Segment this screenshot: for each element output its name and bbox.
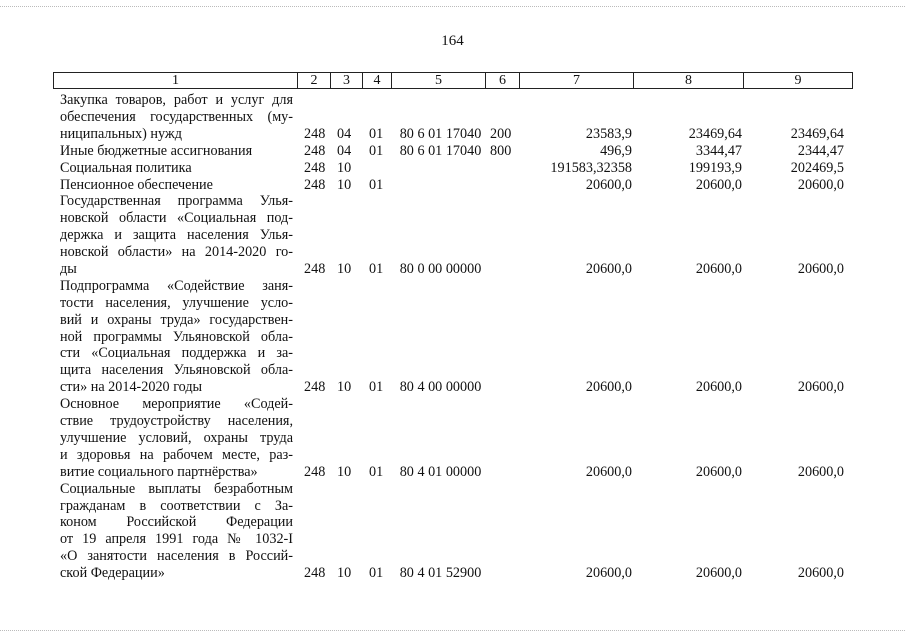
cell-amount-2: 20600,0	[695, 379, 742, 396]
cell-target-article: 80 4 01 00000	[399, 463, 482, 480]
cell-amount-2: 23469,64	[688, 125, 742, 142]
row-values	[0, 565, 905, 582]
description-line: Государственная программа Улья-	[60, 193, 293, 210]
header-col-6: 6	[486, 73, 520, 88]
description-line: Закупка товаров, работ и услуг для	[60, 92, 293, 108]
cell-target-article: 80 0 00 00000	[399, 260, 482, 277]
header-col-5: 5	[392, 73, 486, 88]
description-line: Социальные выплаты безработным	[60, 480, 293, 497]
description-line: обеспечения государственных (му-	[60, 108, 293, 125]
cell-subsection: 01	[369, 565, 384, 582]
cell-amount-1: 23583,9	[585, 125, 632, 142]
cell-amount-3: 202469,5	[790, 159, 844, 176]
cell-grbs: 248	[304, 379, 326, 396]
cell-grbs: 248	[304, 142, 326, 159]
cell-section: 10	[337, 565, 352, 582]
cell-subsection: 01	[369, 379, 384, 396]
description-line: витие социального партнёрства»	[60, 463, 258, 480]
cell-subsection: 01	[369, 142, 384, 159]
description-line: «О занятости населения в Россий-	[60, 548, 293, 565]
cell-amount-3: 20600,0	[797, 565, 844, 582]
description-line: новской области» на 2014-2020 го-	[60, 244, 293, 261]
description-line: сти «Социальная поддержка и за-	[60, 345, 293, 362]
cell-amount-3: 20600,0	[797, 379, 844, 396]
cell-section: 10	[337, 463, 352, 480]
cell-subsection: 01	[369, 463, 384, 480]
cell-amount-3: 2344,47	[797, 142, 844, 159]
row-values	[0, 143, 905, 160]
cell-section: 10	[337, 379, 352, 396]
cell-expense-type: 200	[490, 125, 512, 142]
description-line: ниципальных) нужд	[60, 125, 182, 142]
description-line: Иные бюджетные ассигнования	[60, 142, 253, 159]
cell-amount-1: 20600,0	[585, 565, 632, 582]
cell-amount-1: 496,9	[600, 142, 632, 159]
cell-grbs: 248	[304, 463, 326, 480]
scan-edge-bottom	[0, 630, 905, 632]
description-line: держка и защита населения Улья-	[60, 227, 293, 244]
row-values	[0, 379, 905, 396]
description-line: коном Российской Федерации	[60, 514, 293, 531]
description-line: новской области «Социальная под-	[60, 210, 293, 227]
description-line: и здоровья на рабочем месте, раз-	[60, 446, 293, 463]
description-line: ной программы Ульяновской обла-	[60, 328, 293, 345]
cell-section: 04	[337, 125, 352, 142]
description-line: улучшение условий, охраны труда	[60, 429, 293, 446]
cell-target-article: 80 6 01 17040	[399, 142, 482, 159]
cell-amount-3: 20600,0	[797, 463, 844, 480]
row-values	[0, 126, 905, 143]
cell-section: 04	[337, 142, 352, 159]
cell-amount-2: 3344,47	[695, 142, 742, 159]
header-col-7: 7	[520, 73, 634, 88]
cell-grbs: 248	[304, 125, 326, 142]
cell-amount-2: 20600,0	[695, 260, 742, 277]
cell-target-article: 80 4 01 52900	[399, 565, 482, 582]
description-line: Социальная политика	[60, 159, 192, 176]
description-line: вий и охраны труда» государствен-	[60, 311, 293, 328]
header-col-8: 8	[634, 73, 744, 88]
cell-subsection: 01	[369, 176, 384, 193]
header-col-1: 1	[54, 73, 298, 88]
cell-target-article: 80 4 00 00000	[399, 379, 482, 396]
description-line: ствие трудоустройству населения,	[60, 413, 293, 430]
description-line: Основное мероприятие «Содей-	[60, 396, 293, 413]
cell-target-article: 80 6 01 17040	[399, 125, 482, 142]
cell-subsection: 01	[369, 125, 384, 142]
description-line: ской Федерации»	[60, 565, 165, 582]
cell-expense-type: 800	[490, 142, 512, 159]
cell-grbs: 248	[304, 159, 326, 176]
cell-grbs: 248	[304, 565, 326, 582]
row-values	[0, 261, 905, 278]
header-col-3: 3	[331, 73, 363, 88]
cell-section: 10	[337, 260, 352, 277]
cell-amount-1: 20600,0	[585, 463, 632, 480]
row-values	[0, 177, 905, 194]
cell-amount-2: 20600,0	[695, 565, 742, 582]
row-values	[0, 464, 905, 481]
table-header	[53, 72, 853, 89]
cell-grbs: 248	[304, 260, 326, 277]
cell-amount-2: 20600,0	[695, 463, 742, 480]
row-values	[0, 160, 905, 177]
description-line: сти» на 2014-2020 годы	[60, 379, 203, 396]
cell-amount-1: 20600,0	[585, 379, 632, 396]
description-line: гражданам в соответствии с За-	[60, 497, 293, 514]
cell-subsection: 01	[369, 260, 384, 277]
description-line: Подпрограмма «Содействие заня-	[60, 277, 293, 294]
cell-amount-1: 20600,0	[585, 260, 632, 277]
cell-section: 10	[337, 159, 352, 176]
cell-amount-3: 20600,0	[797, 260, 844, 277]
header-col-2: 2	[298, 73, 331, 88]
header-col-9: 9	[794, 73, 802, 88]
cell-amount-2: 20600,0	[695, 176, 742, 193]
description-line: от 19 апреля 1991 года № 1032-I	[60, 531, 293, 548]
page-number: 164	[441, 33, 464, 49]
description-line: щита населения Ульяновской обла-	[60, 362, 293, 379]
cell-amount-3: 20600,0	[797, 176, 844, 193]
cell-amount-1: 191583,32358	[550, 159, 632, 176]
cell-amount-3: 23469,64	[790, 125, 844, 142]
cell-amount-2: 199193,9	[688, 159, 742, 176]
description-line: Пенсионное обеспечение	[60, 176, 213, 193]
description-line: тости населения, улучшение усло-	[60, 294, 293, 311]
description-line: ды	[60, 260, 77, 277]
cell-section: 10	[337, 176, 352, 193]
cell-grbs: 248	[304, 176, 326, 193]
scan-edge-top	[0, 6, 905, 8]
header-col-4: 4	[363, 73, 392, 88]
cell-amount-1: 20600,0	[585, 176, 632, 193]
